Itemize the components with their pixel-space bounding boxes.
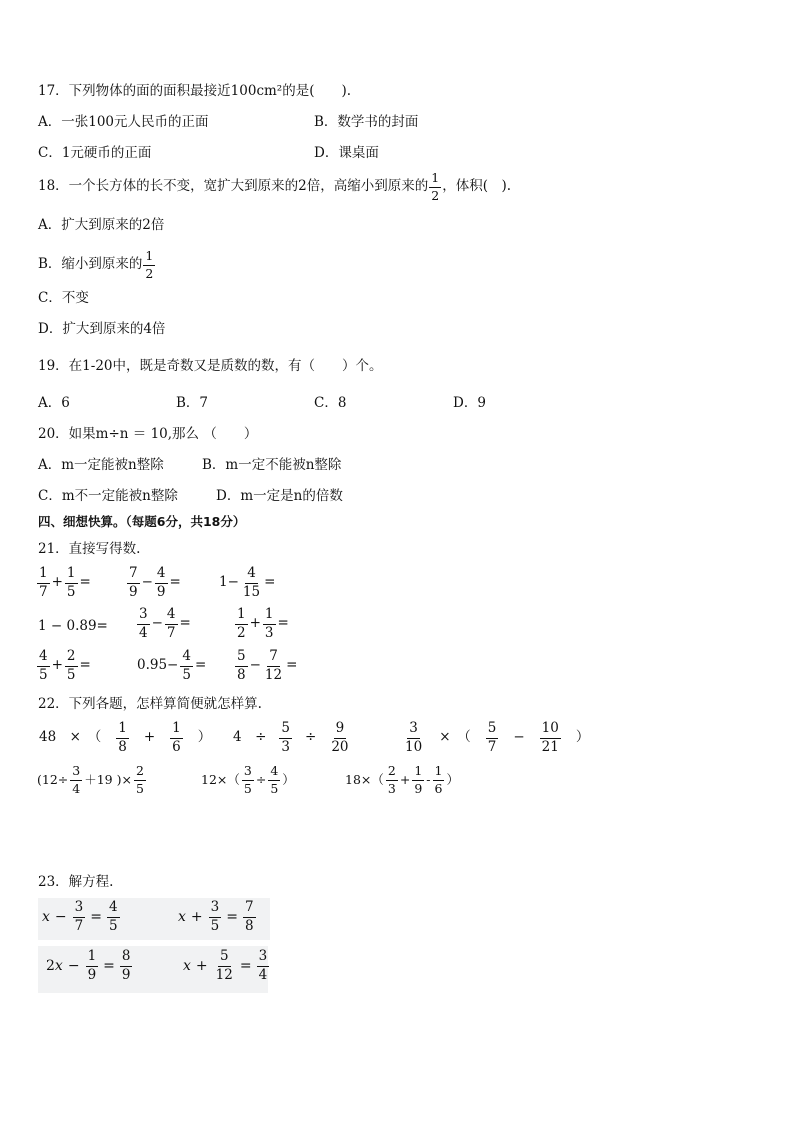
q18-option-b-text: B．缩小到原来的 xyxy=(38,256,143,273)
q18-option-b[interactable] xyxy=(38,250,156,280)
q18-option-d[interactable]: D．扩大到原来的4倍 xyxy=(38,321,166,337)
q18-stem-post: ，体积( ). xyxy=(442,178,512,195)
q20-option-a[interactable]: A．m一定能被n整除 xyxy=(38,457,164,473)
question-20-stem: 20．如果m÷n ＝ 10,那么 （ ） xyxy=(38,426,258,442)
section-4-title: 四、细想快算。（每题6分，共18分） xyxy=(38,514,246,529)
q22-item-4: (12÷ $\frac{3}{4}$ ＋19 )× $\frac{2}{5}$ xyxy=(37,763,144,796)
q20-option-d[interactable]: D．m一定是n的倍数 xyxy=(216,488,343,504)
q20-option-b[interactable]: B．m一定不能被n整除 xyxy=(202,457,342,473)
q21-item-8: 0.95− $\frac{4}{5}$ = xyxy=(137,648,207,683)
q19-option-c[interactable]: C．8 xyxy=(314,395,347,411)
q21-item-1: $\frac{1}{7}$ + $\frac{1}{5}$ = xyxy=(39,565,91,600)
q23-equation-4: x + $\frac{5}{12}$ = $\frac{3}{4}$ xyxy=(183,948,268,983)
q18-stem-pre: 18．一个长方体的长不变，宽扩大到原来的2倍，高缩小到原来的 xyxy=(38,178,429,195)
q21-item-4: 1 − 0.89= xyxy=(38,618,108,634)
q18-option-b-fraction: $\frac{1}{2}$ xyxy=(145,248,154,281)
q17-option-b[interactable]: B．数学书的封面 xyxy=(314,114,419,130)
q22-item-3: $\frac{3}{10}$ × （ $\frac{5}{7}$ − $\frac{10}{21}$ ） xyxy=(405,720,590,755)
q19-option-a[interactable]: A．6 xyxy=(38,395,70,411)
q22-item-5: 12×（ $\frac{3}{5}$ ÷ $\frac{4}{5}$ ） xyxy=(201,763,295,796)
q17-option-a[interactable]: A．一张100元人民币的正面 xyxy=(38,114,209,130)
q23-equation-1: x − $\frac{3}{7}$ = $\frac{4}{5}$ xyxy=(42,899,118,934)
q19-option-d[interactable]: D．9 xyxy=(453,395,486,411)
q22-item-1: 48 × （ $\frac{1}{8}$ + $\frac{1}{6}$ ） xyxy=(39,720,212,755)
q19-option-b[interactable]: B．7 xyxy=(176,395,209,411)
q21-item-7: $\frac{4}{5}$ + $\frac{2}{5}$ = xyxy=(39,648,91,683)
q18-option-a[interactable]: A．扩大到原来的2倍 xyxy=(38,217,165,233)
q23-equation-3: 2 x − $\frac{1}{9}$ = $\frac{8}{9}$ xyxy=(46,948,131,983)
q21-item-2: $\frac{7}{9}$ − $\frac{4}{9}$ = xyxy=(129,565,181,600)
q21-item-3: 1− $\frac{4}{15}$ = xyxy=(219,565,276,600)
q18-fraction: $\frac{1}{2}$ xyxy=(431,170,440,203)
question-21-stem: 21．直接写得数. xyxy=(38,541,141,557)
q21-item-6: $\frac{1}{2}$ + $\frac{1}{3}$ = xyxy=(237,606,289,641)
q21-item-5: $\frac{3}{4}$ − $\frac{4}{7}$ = xyxy=(139,606,191,641)
q20-option-c[interactable]: C．m不一定能被n整除 xyxy=(38,488,178,504)
q18-option-c[interactable]: C．不变 xyxy=(38,290,89,306)
q17-option-c[interactable]: C．1元硬币的正面 xyxy=(38,145,152,161)
q22-item-2: 4 ÷ $\frac{5}{3}$ ÷ $\frac{9}{20}$ xyxy=(233,720,349,755)
question-18-stem xyxy=(38,172,511,202)
question-23-stem: 23．解方程. xyxy=(38,874,114,890)
q23-equation-2: x + $\frac{3}{5}$ = $\frac{7}{8}$ xyxy=(178,899,254,934)
q17-option-d[interactable]: D．课桌面 xyxy=(314,145,379,161)
q22-item-6: 18×（ $\frac{2}{3}$ + $\frac{1}{9}$ - $\frac{1}{6}$ ） xyxy=(345,763,459,796)
question-17-stem: 17．下列物体的面的面积最接近100cm²的是( ). xyxy=(38,83,352,99)
question-22-stem: 22．下列各题，怎样算简便就怎样算. xyxy=(38,696,262,712)
question-19-stem: 19．在1-20中，既是奇数又是质数的数，有（ ）个。 xyxy=(38,358,383,374)
q21-item-9: $\frac{5}{8}$ − $\frac{7}{12}$ = xyxy=(237,648,298,683)
